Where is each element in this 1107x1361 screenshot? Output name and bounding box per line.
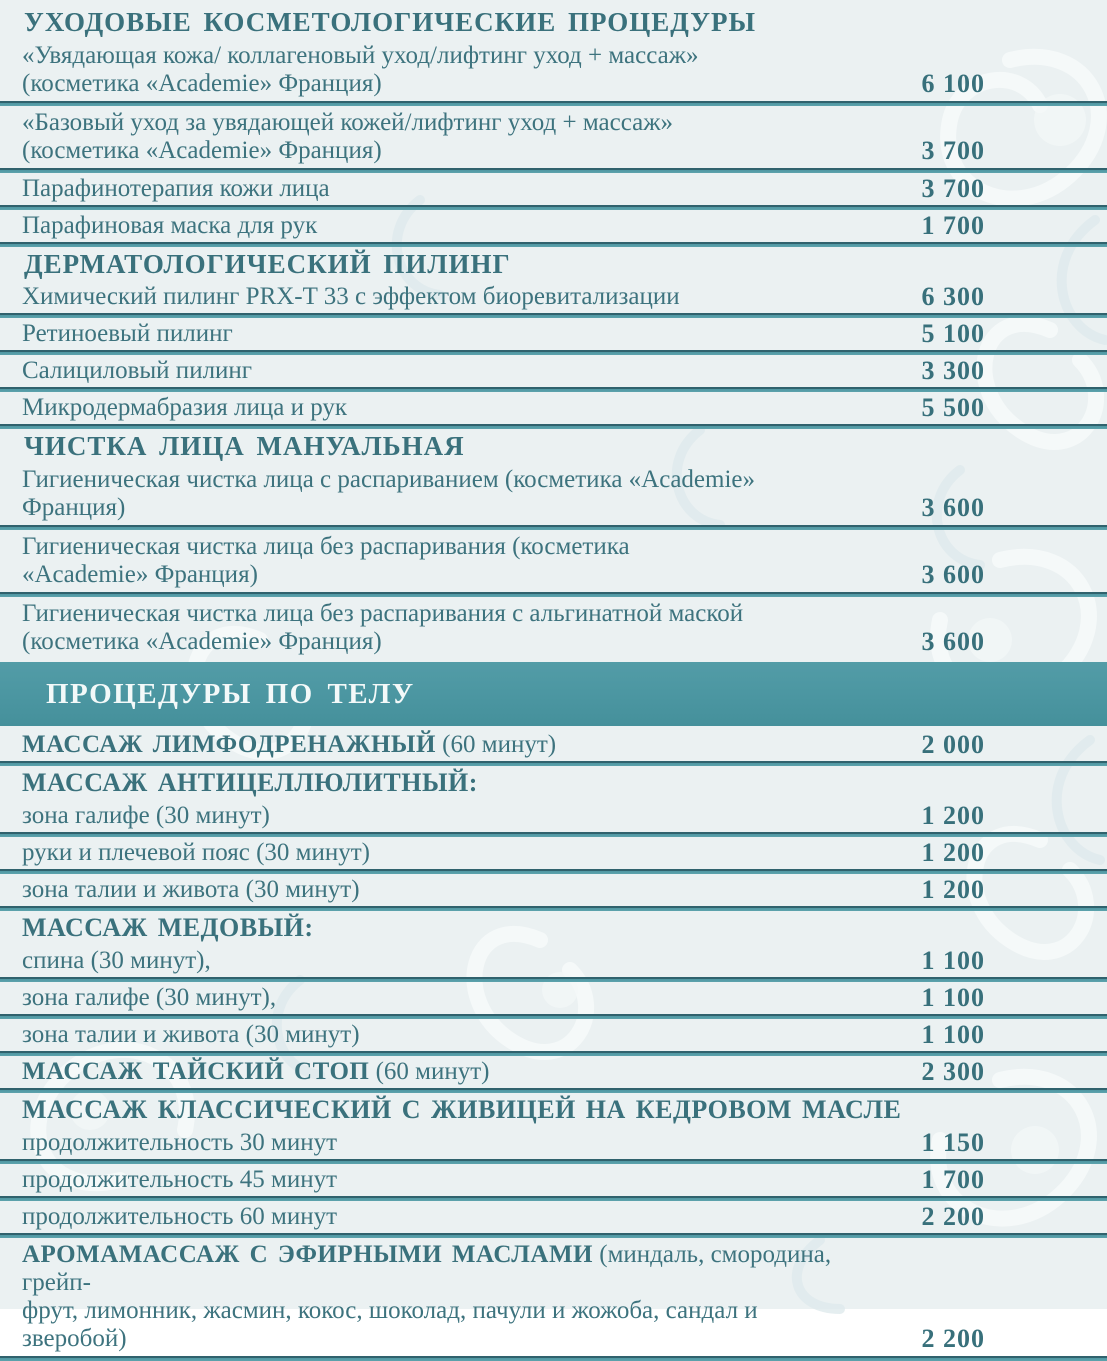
- section-heading-facial-care: УХОДОВЫЕ КОСМЕТОЛОГИЧЕСКИЕ ПРОЦЕДУРЫ: [24, 7, 757, 37]
- section-heading-manual-cleansing: ЧИСТКА ЛИЦА МАНУАЛЬНАЯ: [24, 431, 465, 461]
- price-row: [0, 945, 1107, 977]
- price-row: [0, 1019, 1107, 1051]
- price-row: [0, 463, 1107, 525]
- row-price: 1 700: [921, 211, 985, 240]
- row-label: Гигиеническая чистка лица без распаривания (косметика «Academie» Франция): [22, 533, 630, 588]
- row-price: 1 200: [921, 838, 985, 867]
- row-label: Парафинотерапия кожи лица: [22, 175, 330, 202]
- row-price: 5 500: [921, 393, 985, 422]
- price-row: [0, 982, 1107, 1014]
- price-row: [0, 1127, 1107, 1159]
- price-row: [0, 106, 1107, 168]
- row-price: 3 300: [921, 356, 985, 385]
- price-row: [0, 837, 1107, 869]
- price-row: [0, 355, 1107, 387]
- row-price: 3 700: [921, 174, 985, 203]
- row-price: 2 200: [921, 1202, 985, 1231]
- price-row: [0, 800, 1107, 832]
- row-label: спина (30 минут),: [22, 947, 211, 974]
- subheading-anticellulite-massage: МАССАЖ АНТИЦЕЛЛЮЛИТНЫЙ:: [22, 768, 478, 797]
- row-label: продолжительность 60 минут: [22, 1203, 338, 1230]
- row-label: продолжительность 45 минут: [22, 1166, 338, 1193]
- price-row: [0, 1056, 1107, 1088]
- price-row: [0, 729, 1107, 761]
- row-price: 3 600: [921, 627, 985, 656]
- row-price: 1 150: [921, 1128, 985, 1157]
- row-label: руки и плечевой пояс (30 минут): [22, 839, 370, 866]
- row-price: 3 700: [921, 136, 985, 165]
- row-price: 1 100: [921, 983, 985, 1012]
- row-price: 3 600: [921, 560, 985, 589]
- row-label: продолжительность 30 минут: [22, 1129, 338, 1156]
- price-row: [0, 597, 1107, 659]
- row-price: 1 200: [921, 801, 985, 830]
- price-row: [0, 530, 1107, 592]
- row-price: 2 300: [921, 1057, 985, 1086]
- row-label: Ретиноевый пилинг: [22, 320, 233, 347]
- row-label: Гигиеническая чистка лица без распаривания с альгинатной маской (косметика «Academie» Франция): [22, 600, 744, 655]
- row-price: 1 200: [921, 875, 985, 904]
- row-price: 1 100: [921, 946, 985, 975]
- row-price: 2 200: [921, 1324, 985, 1353]
- divider-rule: [0, 1356, 1107, 1361]
- price-row: [0, 1164, 1107, 1196]
- price-row: [0, 1238, 1107, 1356]
- row-label: МАССАЖ ЛИМФОДРЕНАЖНЫЙ (60 минут): [22, 731, 557, 758]
- row-label: «Базовый уход за увядающей кожей/лифтинг уход + массаж» (косметика «Academie» Франция): [22, 109, 673, 164]
- row-price: 1 100: [921, 1020, 985, 1049]
- price-row: [0, 392, 1107, 424]
- row-label: Микродермабразия лица и рук: [22, 394, 348, 421]
- row-label: зона галифе (30 минут),: [22, 984, 277, 1011]
- subheading-classic-massage: МАССАЖ КЛАССИЧЕСКИЙ С ЖИВИЦЕЙ НА КЕДРОВОМ МАСЛЕ: [22, 1095, 902, 1124]
- row-label: зона талии и живота (30 минут): [22, 1021, 360, 1048]
- row-label: Гигиеническая чистка лица с распариванием (косметика «Academie» Франция): [22, 466, 756, 521]
- row-label: зона талии и живота (30 минут): [22, 876, 360, 903]
- section-heading-dermatological-peeling: ДЕРМАТОЛОГИЧЕСКИЙ ПИЛИНГ: [24, 249, 511, 279]
- price-row: [0, 281, 1107, 313]
- section-banner-body-procedures: ПРОЦЕДУРЫ ПО ТЕЛУ: [0, 662, 1107, 726]
- row-label: зона галифе (30 минут): [22, 802, 270, 829]
- row-price: 2 000: [921, 730, 985, 759]
- row-label: Парафиновая маска для рук: [22, 212, 318, 239]
- price-row: [0, 1201, 1107, 1233]
- price-row: [0, 874, 1107, 906]
- row-label: «Увядающая кожа/ коллагеновый уход/лифтинг уход + массаж» (косметика «Academie» Франция): [22, 42, 699, 97]
- row-price: 6 100: [921, 69, 985, 98]
- row-label: Химический пилинг PRX-T 33 с эффектом биоревитализации: [22, 283, 680, 310]
- row-label: Салициловый пилинг: [22, 357, 253, 384]
- row-price: 5 100: [921, 319, 985, 348]
- price-row: [0, 318, 1107, 350]
- row-price: 6 300: [921, 282, 985, 311]
- row-label: АРОМАМАССАЖ С ЭФИРНЫМИ МАСЛАМИ (миндаль, смородина, грейп- фрут, лимонник, жасмин, кокос, шоколад, пачули и жожоба, сандал и зверобой): [22, 1241, 832, 1352]
- price-row: [0, 210, 1107, 242]
- price-row: [0, 173, 1107, 205]
- subheading-honey-massage: МАССАЖ МЕДОВЫЙ:: [22, 913, 314, 942]
- row-price: 1 700: [921, 1165, 985, 1194]
- price-row: [0, 39, 1107, 101]
- row-price: 3 600: [921, 493, 985, 522]
- row-label: МАССАЖ ТАЙСКИЙ СТОП (60 минут): [22, 1058, 490, 1085]
